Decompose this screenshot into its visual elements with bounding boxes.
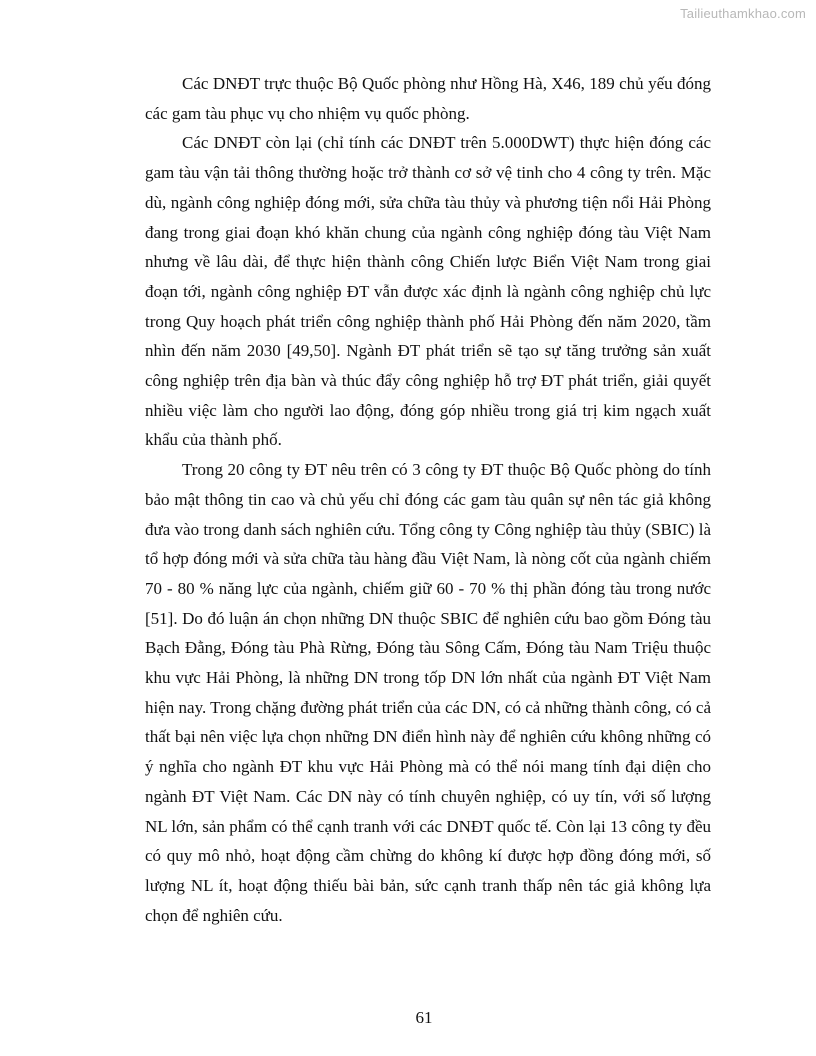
paragraph-defense-shipyards: Các DNĐT trực thuộc Bộ Quốc phòng như Hồng Hà, X46, 189 chủ yếu đóng các gam tàu phục vụ cho nhiệm vụ quốc phòng. <box>145 74 711 123</box>
document-body <box>145 69 711 930</box>
watermark: Tailieuthamkhao.com <box>680 6 806 21</box>
page-number: 61 <box>415 1008 433 1027</box>
paragraph-research-selection: Trong 20 công ty ĐT nêu trên có 3 công ty ĐT thuộc Bộ Quốc phòng do tính bảo mật thông tin cao và chủ yếu chỉ đóng các gam tàu quân sự nên tác giả không đưa vào trong danh sách nghiên cứu. Tổng công ty Công nghiệp tàu thủy (SBIC) là tổ hợp đóng mới và sửa chữa tàu hàng đầu Việt Nam, là nòng cốt của ngành chiếm 70 - 80 % năng lực của ngành, chiếm giữ 60 - 70 % thị phần đóng tàu trong nước [51]. Do đó luận án chọn những DN thuộc SBIC để nghiên cứu bao gồm Đóng tàu Bạch Đằng, Đóng tàu Phà Rừng, Đóng tàu Sông Cấm, Đóng tàu Nam Triệu thuộc khu vực Hải Phòng, là những DN trong tốp DN lớn nhất của ngành ĐT Việt Nam hiện nay. Trong chặng đường phát triển của các DN, có cả những thành công, có cả thất bại nên việc lựa chọn những DN điển hình này để nghiên cứu không những có ý nghĩa cho ngành ĐT khu vực Hải Phòng mà có thể nói mang tính đại diện cho ngành ĐT Việt Nam. Các DN này có tính chuyên nghiệp, có uy tín, với số lượng NL lớn, sản phẩm có thể cạnh tranh với các DNĐT quốc tế. Còn lại 13 công ty đều có quy mô nhỏ, hoạt động cầm chừng do không kí được hợp đồng đóng mới, số lượng NL ít, hoạt động thiếu bài bản, sức cạnh tranh thấp nên tác giả không lựa chọn để nghiên cứu. <box>145 460 711 925</box>
paragraph-remaining-shipyards: Các DNĐT còn lại (chỉ tính các DNĐT trên 5.000DWT) thực hiện đóng các gam tàu vận tải thông thường hoặc trở thành cơ sở vệ tinh cho 4 công ty trên. Mặc dù, ngành công nghiệp đóng mới, sửa chữa tàu thủy và phương tiện nổi Hải Phòng đang trong giai đoạn khó khăn chung của ngành công nghiệp đóng tàu Việt Nam nhưng về lâu dài, để thực hiện thành công Chiến lược Biển Việt Nam trong giai đoạn tới, ngành công nghiệp ĐT vẫn được xác định là ngành công nghiệp chủ lực trong Quy hoạch phát triển công nghiệp thành phố Hải Phòng đến năm 2020, tầm nhìn đến năm 2030 [49,50]. Ngành ĐT phát triển sẽ tạo sự tăng trưởng sản xuất công nghiệp trên địa bàn và thúc đẩy công nghiệp hỗ trợ ĐT phát triển, giải quyết nhiều việc làm cho người lao động, đóng góp nhiều trong giá trị kim ngạch xuất khẩu của thành phố. <box>145 133 711 450</box>
